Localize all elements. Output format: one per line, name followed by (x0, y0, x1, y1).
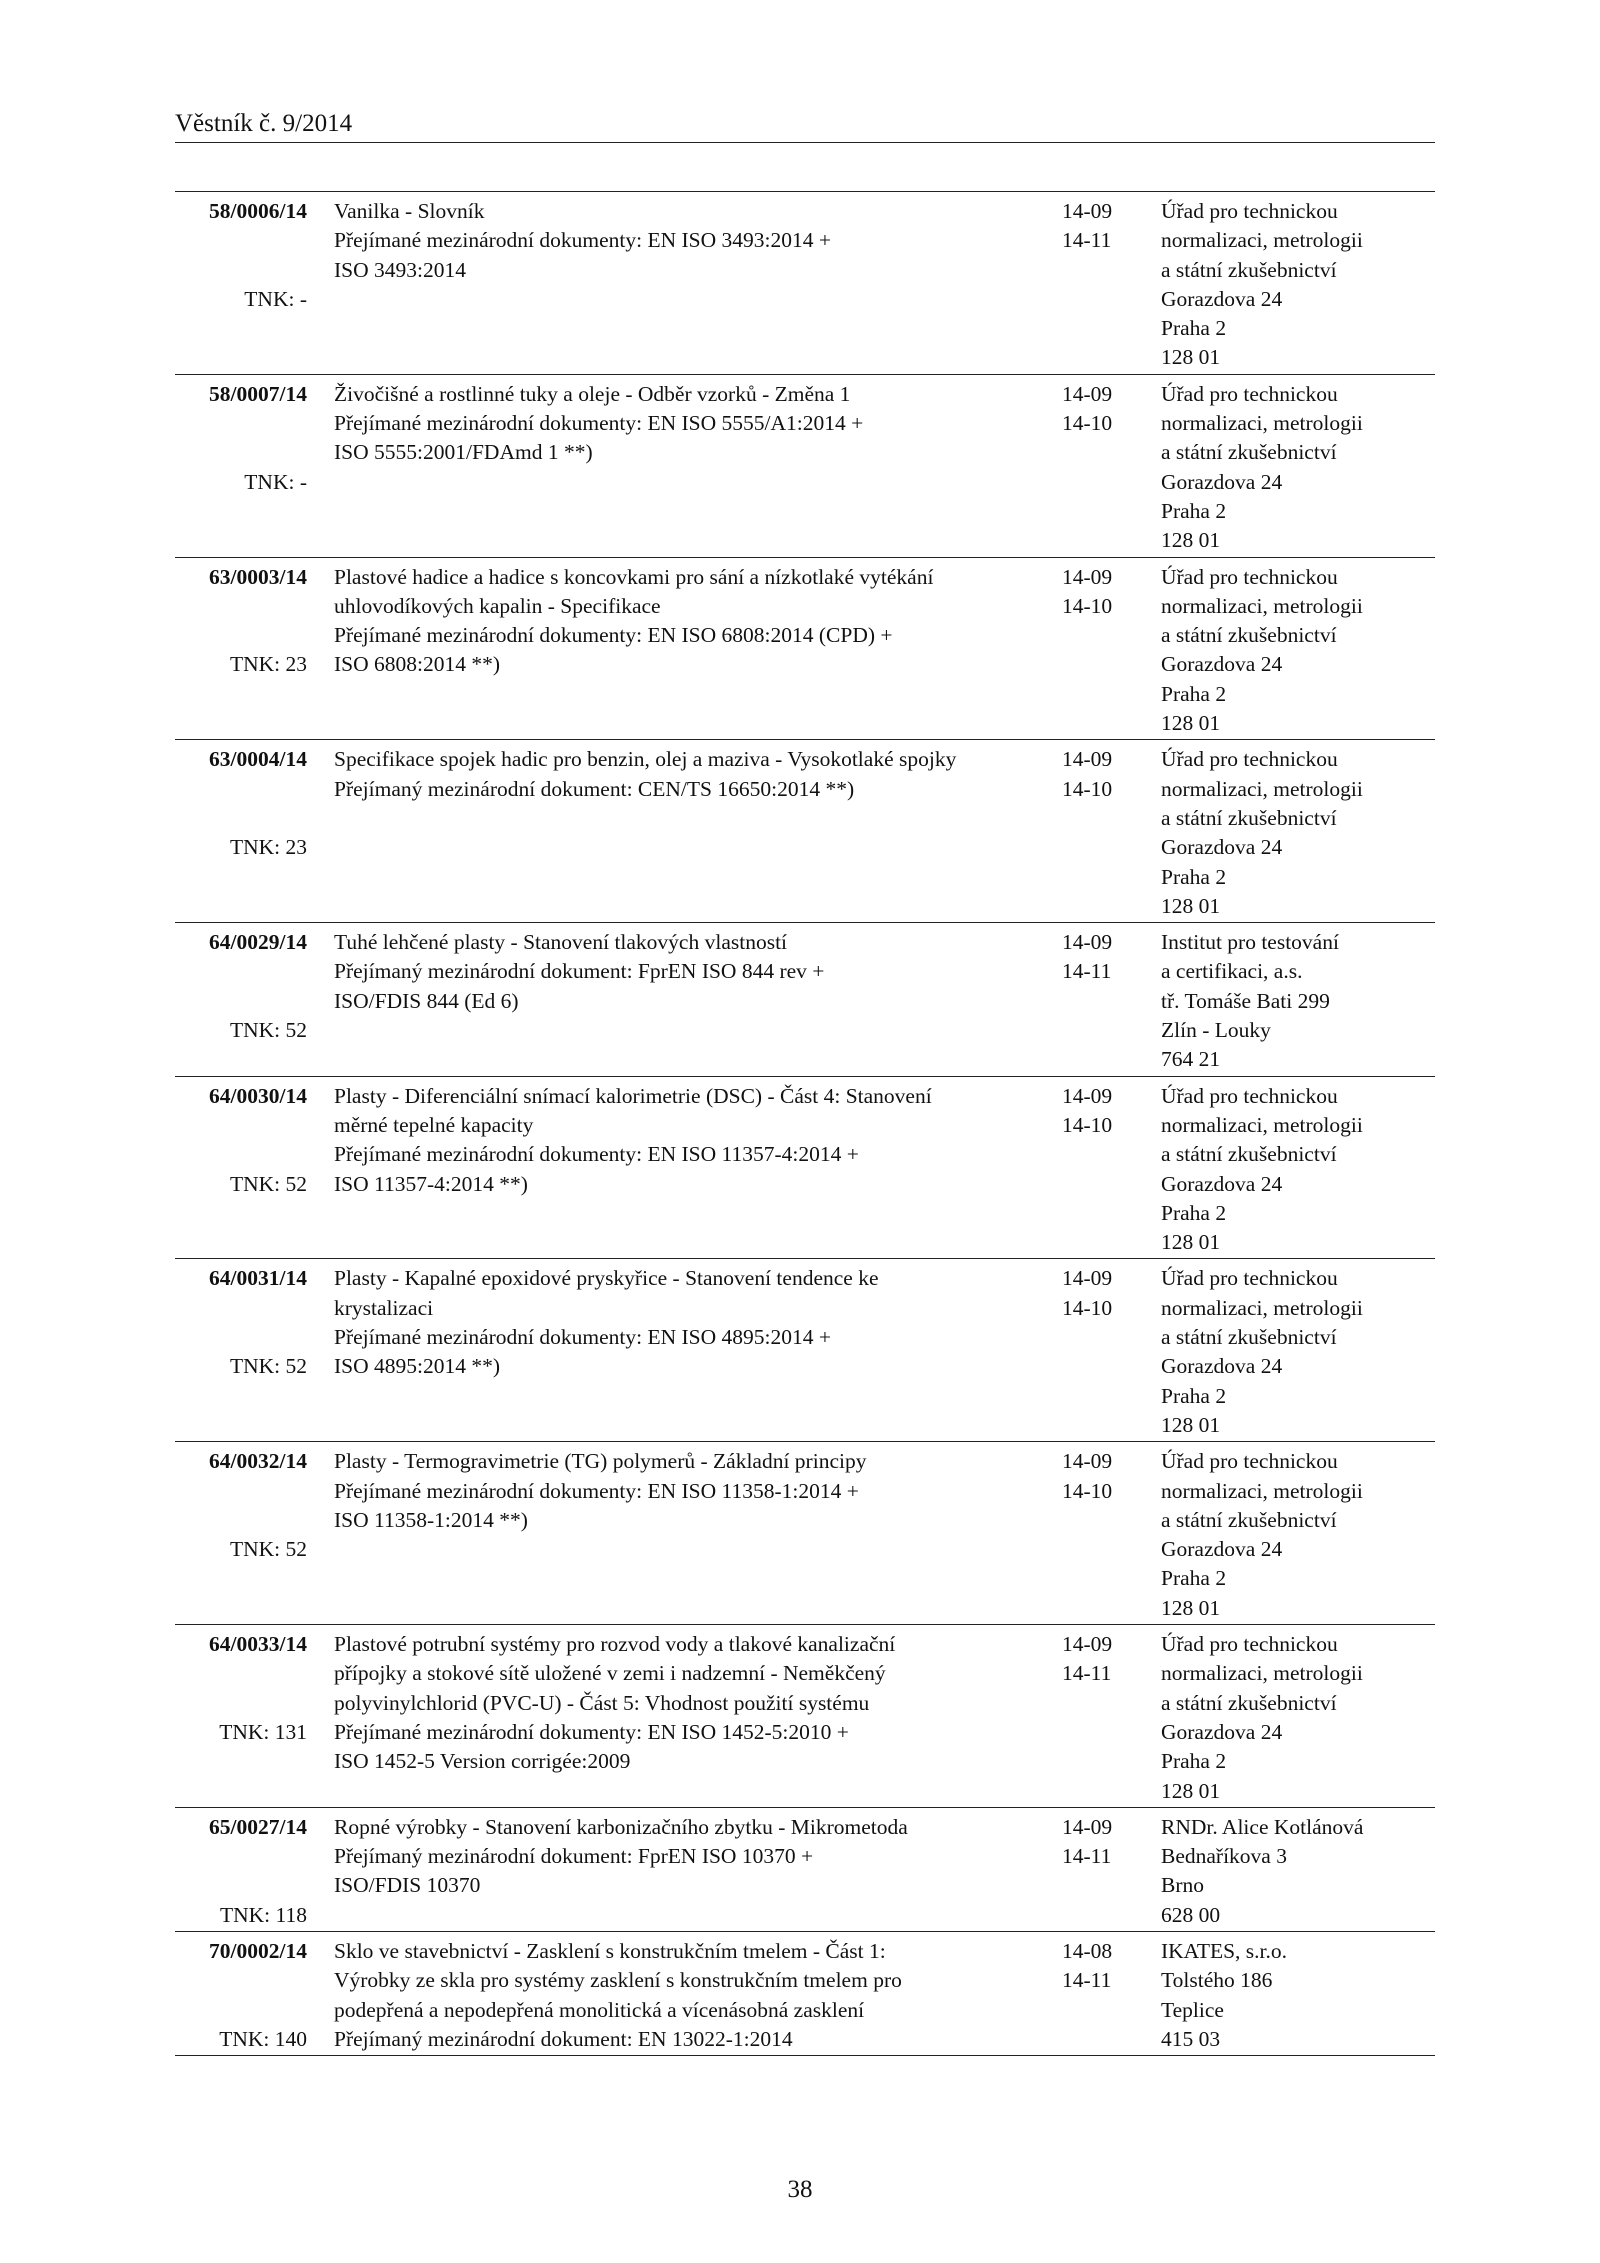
organization-line: Gorazdova 24 (1161, 1537, 1283, 1562)
entry-tnk: TNK: 118 (220, 1902, 307, 1927)
entry-description (334, 1813, 1044, 1901)
entry-number: 64/0033/14 (209, 1632, 307, 1657)
organization-line: Praha 2 (1161, 1749, 1227, 1774)
organization-line: Praha 2 (1161, 1383, 1227, 1408)
organization-line: 128 01 (1161, 1412, 1221, 1437)
organization-line: Bednaříkova 3 (1161, 1844, 1287, 1869)
entry-tnk: TNK: - (244, 469, 307, 494)
entry-id-column (175, 1447, 307, 1562)
description-line: Přejímaný mezinárodní dokument: CEN/TS 16650:2014 **) (334, 776, 855, 801)
description-line: Plasty - Diferenciální snímací kalorimetrie (DSC) - Část 4: Stanovení (334, 1083, 932, 1108)
date-value: 14-09 (1062, 381, 1113, 406)
description-line: Přejímaný mezinárodní dokument: FprEN ISO 844 rev + (334, 959, 825, 984)
organization-line: normalizaci, metrologii (1161, 593, 1363, 618)
date-value: 14-09 (1062, 1632, 1113, 1657)
organization-line: normalizaci, metrologii (1161, 1112, 1363, 1137)
organization-line: Úřad pro technickou (1161, 199, 1338, 223)
organization-line: normalizaci, metrologii (1161, 228, 1363, 253)
entry-dates (1062, 563, 1142, 622)
organization-line: Institut pro testování (1161, 930, 1339, 955)
organization-line: Praha 2 (1161, 498, 1227, 523)
organization-line: a státní zkušebnictví (1161, 1142, 1337, 1167)
entry-organization (1161, 1630, 1435, 1806)
description-line: Plasty - Termogravimetrie (TG) polymerů - Základní principy (334, 1449, 867, 1474)
description-line: ISO 11357-4:2014 **) (334, 1171, 528, 1196)
description-line: Přejímaný mezinárodní dokument: EN 13022-1:2014 (334, 2026, 793, 2051)
standard-entry (175, 1625, 1435, 1808)
entry-dates (1062, 197, 1142, 256)
organization-line: Gorazdova 24 (1161, 469, 1283, 494)
organization-line: Praha 2 (1161, 1566, 1227, 1591)
standard-entry (175, 1808, 1435, 1932)
description-line: ISO 4895:2014 **) (334, 1354, 501, 1379)
description-line: Výrobky ze skla pro systémy zasklení s konstrukčním tmelem pro (334, 1968, 902, 1993)
organization-line: a státní zkušebnictví (1161, 1690, 1337, 1715)
organization-line: Gorazdova 24 (1161, 1719, 1283, 1744)
entry-description (334, 928, 1044, 1016)
organization-line: Tolstého 186 (1161, 1968, 1273, 1993)
entry-tnk: TNK: 52 (229, 1171, 307, 1196)
description-line: Přejímaný mezinárodní dokument: FprEN ISO 10370 + (334, 1844, 814, 1869)
description-line: Sklo ve stavebnictví - Zasklení s konstrukčním tmelem - Část 1: (334, 1939, 886, 1964)
organization-line: Praha 2 (1161, 681, 1227, 706)
entry-id-column (175, 1937, 307, 2051)
organization-line: RNDr. Alice Kotlánová (1161, 1814, 1364, 1839)
organization-line: a státní zkušebnictví (1161, 805, 1337, 830)
entry-description (334, 380, 1044, 468)
date-value: 14-10 (1062, 1112, 1113, 1137)
entry-id-column (175, 1630, 307, 1744)
description-line: Vanilka - Slovník (334, 199, 485, 223)
description-line: Přejímané mezinárodní dokumenty: EN ISO 4895:2014 + (334, 1325, 831, 1350)
entry-id-column (175, 1264, 307, 1379)
entry-number: 65/0027/14 (209, 1814, 307, 1839)
description-line: Specifikace spojek hadic pro benzin, olej a maziva - Vysokotlaké spojky (334, 747, 957, 772)
entry-number: 58/0006/14 (209, 199, 307, 223)
entry-dates (1062, 1937, 1142, 1996)
date-value: 14-10 (1062, 593, 1113, 618)
date-value: 14-09 (1062, 199, 1113, 223)
organization-line: 415 03 (1161, 2026, 1221, 2051)
description-line: Přejímané mezinárodní dokumenty: EN ISO 5555/A1:2014 + (334, 411, 864, 436)
description-line: polyvinylchlorid (PVC-U) - Část 5: Vhodnost použití systému (334, 1690, 870, 1715)
standard-entry (175, 192, 1435, 375)
organization-line: 128 01 (1161, 528, 1221, 553)
date-value: 14-11 (1062, 959, 1112, 984)
date-value: 14-09 (1062, 747, 1113, 772)
standard-entry (175, 1077, 1435, 1260)
entry-number: 63/0004/14 (209, 747, 307, 772)
standard-entry (175, 375, 1435, 558)
standard-entry (175, 740, 1435, 923)
date-value: 14-09 (1062, 1449, 1113, 1474)
description-line: Tuhé lehčené plasty - Stanovení tlakových vlastností (334, 930, 788, 955)
entry-description (334, 1082, 1044, 1199)
organization-line: Úřad pro technickou (1161, 564, 1338, 589)
entry-number: 70/0002/14 (209, 1939, 307, 1964)
entry-organization (1161, 1082, 1435, 1258)
description-line: ISO 5555:2001/FDAmd 1 **) (334, 440, 593, 465)
organization-line: a státní zkušebnictví (1161, 1325, 1337, 1350)
organization-line: normalizaci, metrologii (1161, 776, 1363, 801)
organization-line: Úřad pro technickou (1161, 381, 1338, 406)
description-line: Přejímané mezinárodní dokumenty: EN ISO 6808:2014 (CPD) + (334, 623, 893, 648)
entry-dates (1062, 1630, 1142, 1689)
entry-dates (1062, 380, 1142, 439)
description-line: ISO 11358-1:2014 **) (334, 1507, 528, 1532)
entry-description (334, 197, 1044, 285)
organization-line: Úřad pro technickou (1161, 1266, 1338, 1291)
entry-description (334, 1630, 1044, 1776)
entry-id-column (175, 563, 307, 677)
date-value: 14-11 (1062, 1661, 1112, 1686)
organization-line: normalizaci, metrologii (1161, 1295, 1363, 1320)
entry-tnk: TNK: 23 (229, 652, 307, 677)
organization-line: Brno (1161, 1873, 1204, 1898)
standard-entry (175, 558, 1435, 741)
entry-organization (1161, 380, 1435, 556)
date-value: 14-09 (1062, 1266, 1113, 1291)
entry-organization (1161, 1937, 1435, 2054)
entry-organization (1161, 745, 1435, 921)
entry-description (334, 1937, 1044, 2054)
organization-line: Gorazdova 24 (1161, 1354, 1283, 1379)
entry-id-column (175, 745, 307, 860)
description-line: ISO 3493:2014 (334, 257, 466, 282)
standard-entry (175, 1442, 1435, 1625)
entry-tnk: TNK: 23 (229, 835, 307, 860)
entry-id-column (175, 928, 307, 1043)
date-value: 14-10 (1062, 1295, 1113, 1320)
organization-line: 628 00 (1161, 1902, 1221, 1927)
organization-line: a státní zkušebnictví (1161, 1507, 1337, 1532)
entry-id-column (175, 1082, 307, 1196)
organization-line: 128 01 (1161, 1595, 1221, 1620)
entry-dates (1062, 928, 1142, 987)
entry-id-column (175, 1813, 307, 1927)
description-line: Přejímané mezinárodní dokumenty: EN ISO 3493:2014 + (334, 228, 831, 253)
date-value: 14-11 (1062, 1844, 1112, 1869)
description-line: měrné tepelné kapacity (334, 1112, 534, 1137)
organization-line: a certifikaci, a.s. (1161, 959, 1303, 984)
entry-dates (1062, 1813, 1142, 1872)
standard-entry (175, 1259, 1435, 1442)
entry-number: 64/0032/14 (209, 1449, 307, 1474)
description-line: ISO/FDIS 844 (Ed 6) (334, 988, 519, 1013)
entry-organization (1161, 563, 1435, 739)
date-value: 14-11 (1062, 1968, 1112, 1993)
entry-description (334, 745, 1044, 804)
organization-line: Gorazdova 24 (1161, 835, 1283, 860)
description-line: krystalizaci (334, 1295, 434, 1320)
organization-line: Úřad pro technickou (1161, 1449, 1338, 1474)
organization-line: Gorazdova 24 (1161, 286, 1283, 311)
description-line: Plastové hadice a hadice s koncovkami pro sání a nízkotlaké vytékání (334, 564, 934, 589)
date-value: 14-09 (1062, 1083, 1113, 1108)
organization-line: Úřad pro technickou (1161, 1632, 1338, 1657)
date-value: 14-10 (1062, 411, 1113, 436)
entry-id-column (175, 197, 307, 311)
description-line: Živočišné a rostlinné tuky a oleje - Odběr vzorků - Změna 1 (334, 381, 851, 406)
description-line: Přejímané mezinárodní dokumenty: EN ISO 11357-4:2014 + (334, 1142, 859, 1167)
organization-line: Gorazdova 24 (1161, 652, 1283, 677)
entry-tnk: TNK: 131 (219, 1719, 307, 1744)
organization-line: 128 01 (1161, 893, 1221, 918)
entry-number: 64/0029/14 (209, 930, 307, 955)
description-line: přípojky a stokové sítě uložené v zemi i nadzemní - Neměkčený (334, 1661, 886, 1686)
description-line: ISO 1452-5 Version corrigée:2009 (334, 1749, 631, 1774)
date-value: 14-10 (1062, 1478, 1113, 1503)
date-value: 14-09 (1062, 1814, 1113, 1839)
organization-line: normalizaci, metrologii (1161, 411, 1363, 436)
organization-line: a státní zkušebnictví (1161, 257, 1337, 282)
description-line: ISO/FDIS 10370 (334, 1873, 481, 1898)
organization-line: 128 01 (1161, 345, 1221, 370)
entry-dates (1062, 1264, 1142, 1323)
date-value: 14-10 (1062, 776, 1113, 801)
entry-tnk: TNK: 52 (229, 1537, 307, 1562)
description-line: Plasty - Kapalné epoxidové pryskyřice - Stanovení tendence ke (334, 1266, 879, 1291)
entry-dates (1062, 1082, 1142, 1141)
entry-number: 64/0030/14 (209, 1083, 307, 1108)
entry-dates (1062, 1447, 1142, 1506)
organization-line: IKATES, s.r.o. (1161, 1939, 1288, 1964)
entry-tnk: TNK: - (244, 286, 307, 311)
organization-line: 128 01 (1161, 711, 1221, 736)
description-line: podepřená a nepodepřená monolitická a vícenásobná zasklení (334, 1997, 865, 2022)
organization-line: normalizaci, metrologii (1161, 1478, 1363, 1503)
date-value: 14-09 (1062, 564, 1113, 589)
entry-organization (1161, 1264, 1435, 1440)
organization-line: Zlín - Louky (1161, 1018, 1271, 1043)
date-value: 14-11 (1062, 228, 1112, 253)
entry-organization (1161, 1813, 1435, 1930)
description-line: ISO 6808:2014 **) (334, 652, 501, 677)
organization-line: tř. Tomáše Bati 299 (1161, 988, 1330, 1013)
description-line: Přejímané mezinárodní dokumenty: EN ISO 11358-1:2014 + (334, 1478, 859, 1503)
description-line: Ropné výrobky - Stanovení karbonizačního zbytku - Mikrometoda (334, 1814, 908, 1839)
entry-tnk: TNK: 140 (219, 2026, 307, 2051)
organization-line: a státní zkušebnictví (1161, 623, 1337, 648)
organization-line: a státní zkušebnictví (1161, 440, 1337, 465)
date-value: 14-08 (1062, 1939, 1113, 1964)
entry-organization (1161, 197, 1435, 373)
entry-description (334, 1447, 1044, 1535)
entry-number: 64/0031/14 (209, 1266, 307, 1291)
organization-line: 128 01 (1161, 1778, 1221, 1803)
organization-line: Praha 2 (1161, 864, 1227, 889)
organization-line: 128 01 (1161, 1230, 1221, 1255)
description-line: Přejímané mezinárodní dokumenty: EN ISO 1452-5:2010 + (334, 1719, 849, 1744)
entry-number: 63/0003/14 (209, 564, 307, 589)
bulletin-title: Věstník č. 9/2014 (175, 110, 353, 137)
organization-line: normalizaci, metrologii (1161, 1661, 1363, 1686)
description-line: uhlovodíkových kapalin - Specifikace (334, 593, 661, 618)
entry-number: 58/0007/14 (209, 381, 307, 406)
organization-line: Úřad pro technickou (1161, 747, 1338, 772)
entry-id-column (175, 380, 307, 494)
date-value: 14-09 (1062, 930, 1113, 955)
organization-line: Praha 2 (1161, 316, 1227, 341)
standard-entry (175, 1932, 1435, 2056)
page-number: 38 (787, 2176, 813, 2203)
page-header (175, 110, 1435, 143)
entry-organization (1161, 1447, 1435, 1623)
entry-description (334, 563, 1044, 680)
organization-line: Teplice (1161, 1997, 1224, 2022)
organization-line: 764 21 (1161, 1047, 1221, 1072)
standard-entry (175, 923, 1435, 1077)
entry-dates (1062, 745, 1142, 804)
standards-list (175, 191, 1435, 2056)
entry-description (334, 1264, 1044, 1381)
description-line: Plastové potrubní systémy pro rozvod vody a tlakové kanalizační (334, 1632, 896, 1657)
entry-organization (1161, 928, 1435, 1074)
entry-tnk: TNK: 52 (229, 1018, 307, 1043)
organization-line: Praha 2 (1161, 1200, 1227, 1225)
entry-tnk: TNK: 52 (229, 1354, 307, 1379)
organization-line: Gorazdova 24 (1161, 1171, 1283, 1196)
organization-line: Úřad pro technickou (1161, 1083, 1338, 1108)
